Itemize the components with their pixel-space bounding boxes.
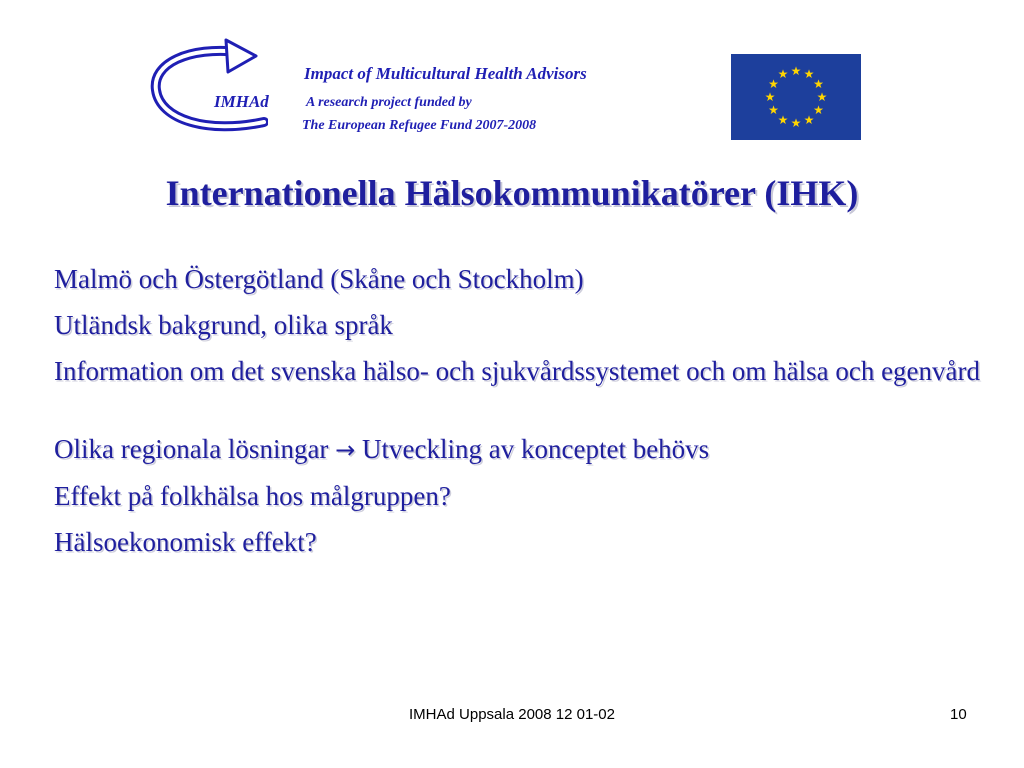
flag-star-icon: ★ [790,116,802,130]
flag-star-icon: ★ [777,67,789,82]
imhad-logo-arrow-icon [148,38,268,140]
right-arrow-icon: → [335,436,356,464]
flag-star-icon: ★ [816,90,828,104]
bullet-list [54,262,984,571]
bullet-text: Utveckling av konceptet behövs [362,434,710,464]
flag-star-icon: ★ [803,67,815,82]
footer-text: IMHAd Uppsala 2008 12 01-02 [409,706,615,723]
slide-title: Internationella Hälsokommunikatörer (IHK) [165,173,859,213]
flag-star-icon: ★ [764,90,776,104]
project-fund-name: The European Refugee Fund 2007-2008 [302,118,537,133]
flag-star-icon: ★ [790,64,802,78]
flag-star-icon: ★ [803,112,815,127]
flag-star-icon: ★ [777,112,789,127]
bullet-item: Effekt på folkhälsa hos målgruppen? [54,481,451,511]
bullet-item [54,432,984,467]
bullet-item: Utländsk bakgrund, olika språk [54,310,393,340]
flag-star-icon: ★ [768,103,779,117]
logo-label: IMHAd [214,92,269,111]
bullet-item: Malmö och Östergötland (Skåne och Stockholm) [54,264,584,294]
flag-star-icon: ★ [813,103,824,117]
eu-flag-icon [731,54,861,140]
bullet-item: Hälsoekonomisk effekt? [54,527,317,557]
flag-star-icon: ★ [813,77,824,91]
project-funding-note: A research project funded by [306,95,472,110]
page-number: 10 [950,706,967,723]
flag-star-icon: ★ [768,77,779,91]
bullet-item: Information om det svenska hälso- och sjukvårdssystemet och om hälsa och egenvård [54,356,981,386]
bullet-text: Olika regionala lösningar [54,434,329,464]
project-title: Impact of Multicultural Health Advisors [304,64,587,83]
